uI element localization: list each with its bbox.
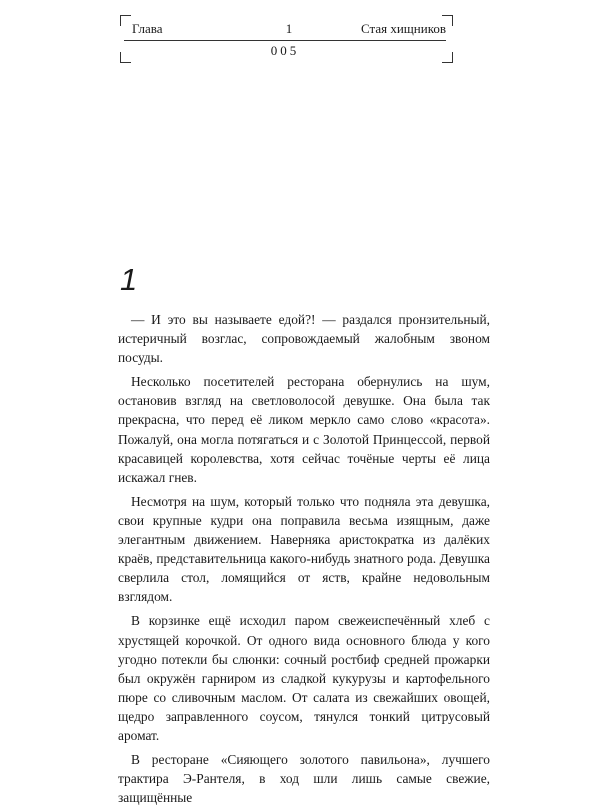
body-text	[118, 310, 490, 807]
running-header-chapter-number: 1	[285, 21, 293, 36]
paragraph: Несколько посетителей ресторана обернулись на шум, остановив взгляд на светловолосой девушке. Она была так прекрасна, что перед её ликом меркло само слово «красота». Пожалуй, она могла потягаться и с Золотой Принцессой, первой красавицей королевства, хотя сейчас точёные черты её лица искажал гнев.	[118, 374, 490, 485]
paragraph: В корзинке ещё исходил паром свежеиспечённый хлеб с хрустящей корочкой. От одного вида основного блюда у кого угодно потекли бы слюнки: сочный ростбиф средней прожарки был окружён гарниром из сладкой кукурузы и картофельного пюре со сливочным маслом. От салата из свежайших овощей, щедро заправленного соусом, тянулся тонкий цитрусовый аромат.	[118, 613, 490, 743]
running-header	[132, 20, 446, 38]
paragraph: — И это вы называете едой?! — раздался пронзительный, истеричный возглас, сопровождаемый жалобным звоном посуды.	[118, 312, 490, 366]
header-divider	[124, 40, 446, 41]
running-header-book-title: Стая хищников	[360, 21, 446, 36]
paragraph: Несмотря на шум, который только что подняла эта девушка, свои крупные кудри она поправила весьма изящным, даже элегантным движением. Наверняка аристократка из далёких краёв, представительница какого-нибудь знатного рода. Девушка сверлила стол, ломящийся от яств, крайне недовольным взглядом.	[118, 493, 490, 605]
paragraph: В ресторане «Сияющего золотого павильона», лучшего трактира Э-Рантеля, в ход шли лишь самые свежие, защищённые	[118, 752, 490, 806]
page-number: 005	[270, 43, 300, 58]
chapter-heading: 1	[120, 262, 138, 297]
header-bracket-top-left	[120, 15, 131, 26]
running-header-chapter-label: Глава	[132, 21, 163, 36]
